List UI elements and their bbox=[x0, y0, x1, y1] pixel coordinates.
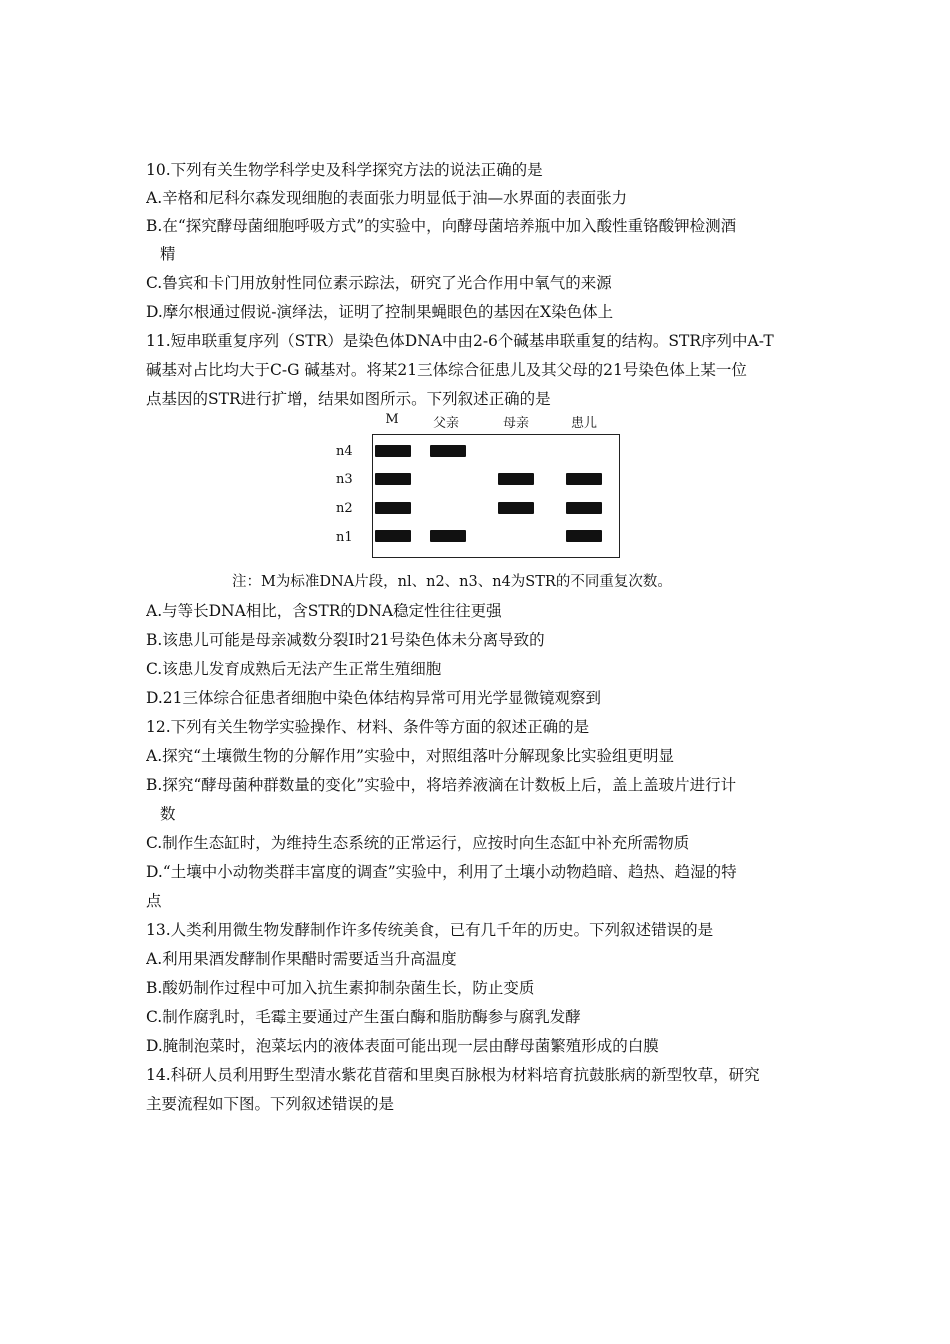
q11-option-d: D.21三体综合征患者细胞中染色体结构异常可用光学显微镜观察到 bbox=[146, 689, 602, 707]
q12-option-c: C.制作生态缸时，为维持生态系统的正常运行，应按时向生态缸中补充所需物质 bbox=[146, 834, 690, 852]
q13-option-b: B.酸奶制作过程中可加入抗生素抑制杂菌生长，防止变质 bbox=[146, 979, 535, 997]
q13-option-c: C.制作腐乳时，毛霉主要通过产生蛋白酶和脂肪酶参与腐乳发酵 bbox=[146, 1008, 581, 1026]
figure-note: 注：M为标准DNA片段，nl、n2、n3、n4为STR的不同重复次数。 bbox=[232, 574, 672, 590]
q12-option-d: D.“土壤中小动物类群丰富度的调查”实验中，利用了土壤小动物趋暗、趋热、趋湿的特 bbox=[146, 863, 737, 881]
q13-stem: 13.人类利用微生物发酵制作许多传统美食，已有几千年的历史。下列叙述错误的是 bbox=[146, 921, 714, 939]
gel-column-label: 患儿 bbox=[570, 416, 597, 431]
gel-band-father-n4 bbox=[430, 445, 466, 457]
gel-column-label: 母亲 bbox=[502, 416, 529, 431]
q11-stem-1: 11.短串联重复序列（STR）是染色体DNA中由2-6个碱基串联重复的结构。STR序列中A-T bbox=[146, 332, 774, 350]
q10-stem: 10.下列有关生物学科学史及科学探究方法的说法正确的是 bbox=[146, 161, 543, 179]
q13-option-d: D.腌制泡菜时，泡菜坛内的液体表面可能出现一层由酵母菌繁殖形成的白膜 bbox=[146, 1037, 659, 1055]
q11-option-a: A.与等长DNA相比，含STR的DNA稳定性往往更强 bbox=[146, 602, 502, 620]
q10-option-b: B.在“探究酵母菌细胞呼吸方式”的实验中，向酵母菌培养瓶中加入酸性重铬酸钾检测酒 bbox=[146, 217, 737, 235]
gel-band-m-n2 bbox=[375, 502, 411, 514]
gel-row-label: n4 bbox=[336, 444, 353, 459]
q14-stem-1: 14.科研人员利用野生型清水紫花苜蓿和里奥百脉根为材料培育抗鼓胀病的新型牧草，研究 bbox=[146, 1066, 760, 1084]
q11-option-b: B.该患儿可能是母亲减数分裂Ⅰ时21号染色体未分离导致的 bbox=[146, 631, 545, 649]
gel-band-father-n1 bbox=[430, 530, 466, 542]
gel-row-label: n1 bbox=[336, 530, 353, 545]
gel-band-mother-n3 bbox=[498, 473, 534, 485]
gel-column-label: 父亲 bbox=[432, 416, 459, 431]
gel-row-label: n3 bbox=[336, 472, 353, 487]
electrophoresis-figure bbox=[330, 410, 626, 560]
q13-option-a: A.利用果酒发酵制作果醋时需要适当升高温度 bbox=[146, 950, 457, 968]
q10-option-b-cont: 精 bbox=[160, 245, 176, 263]
q12-option-b: B.探究“酵母菌种群数量的变化”实验中，将培养液滴在计数板上后，盖上盖玻片进行计 bbox=[146, 776, 737, 794]
gel-row-label: n2 bbox=[336, 501, 353, 516]
q11-stem-2: 碱基对占比均大于C-G 碱基对。将某21三体综合征患儿及其父母的21号染色体上某一位 bbox=[146, 361, 747, 379]
gel-band-mother-n2 bbox=[498, 502, 534, 514]
gel-band-child-n2 bbox=[566, 502, 602, 514]
q12-option-b-cont: 数 bbox=[160, 805, 176, 823]
q10-option-a: A.辛格和尼科尔森发现细胞的表面张力明显低于油—水界面的表面张力 bbox=[146, 189, 628, 207]
q10-option-c: C.鲁宾和卡门用放射性同位素示踪法，研究了光合作用中氧气的来源 bbox=[146, 274, 612, 292]
q11-option-c: C.该患儿发育成熟后无法产生正常生殖细胞 bbox=[146, 660, 442, 678]
gel-band-m-n1 bbox=[375, 530, 411, 542]
q14-stem-2: 主要流程如下图。下列叙述错误的是 bbox=[146, 1095, 395, 1113]
gel-band-m-n4 bbox=[375, 445, 411, 457]
q12-option-a: A.探究“土壤微生物的分解作用”实验中，对照组落叶分解现象比实验组更明显 bbox=[146, 747, 674, 765]
gel-band-child-n3 bbox=[566, 473, 602, 485]
gel-band-m-n3 bbox=[375, 473, 411, 485]
gel-band-child-n1 bbox=[566, 530, 602, 542]
q11-stem-3: 点基因的STR进行扩增，结果如图所示。下列叙述正确的是 bbox=[146, 390, 551, 408]
q12-option-d-cont: 点 bbox=[146, 892, 162, 910]
q12-stem: 12.下列有关生物学实验操作、材料、条件等方面的叙述正确的是 bbox=[146, 718, 590, 736]
q10-option-d: D.摩尔根通过假说-演绎法，证明了控制果蝇眼色的基因在X染色体上 bbox=[146, 303, 614, 321]
gel-column-label: M bbox=[385, 412, 399, 427]
